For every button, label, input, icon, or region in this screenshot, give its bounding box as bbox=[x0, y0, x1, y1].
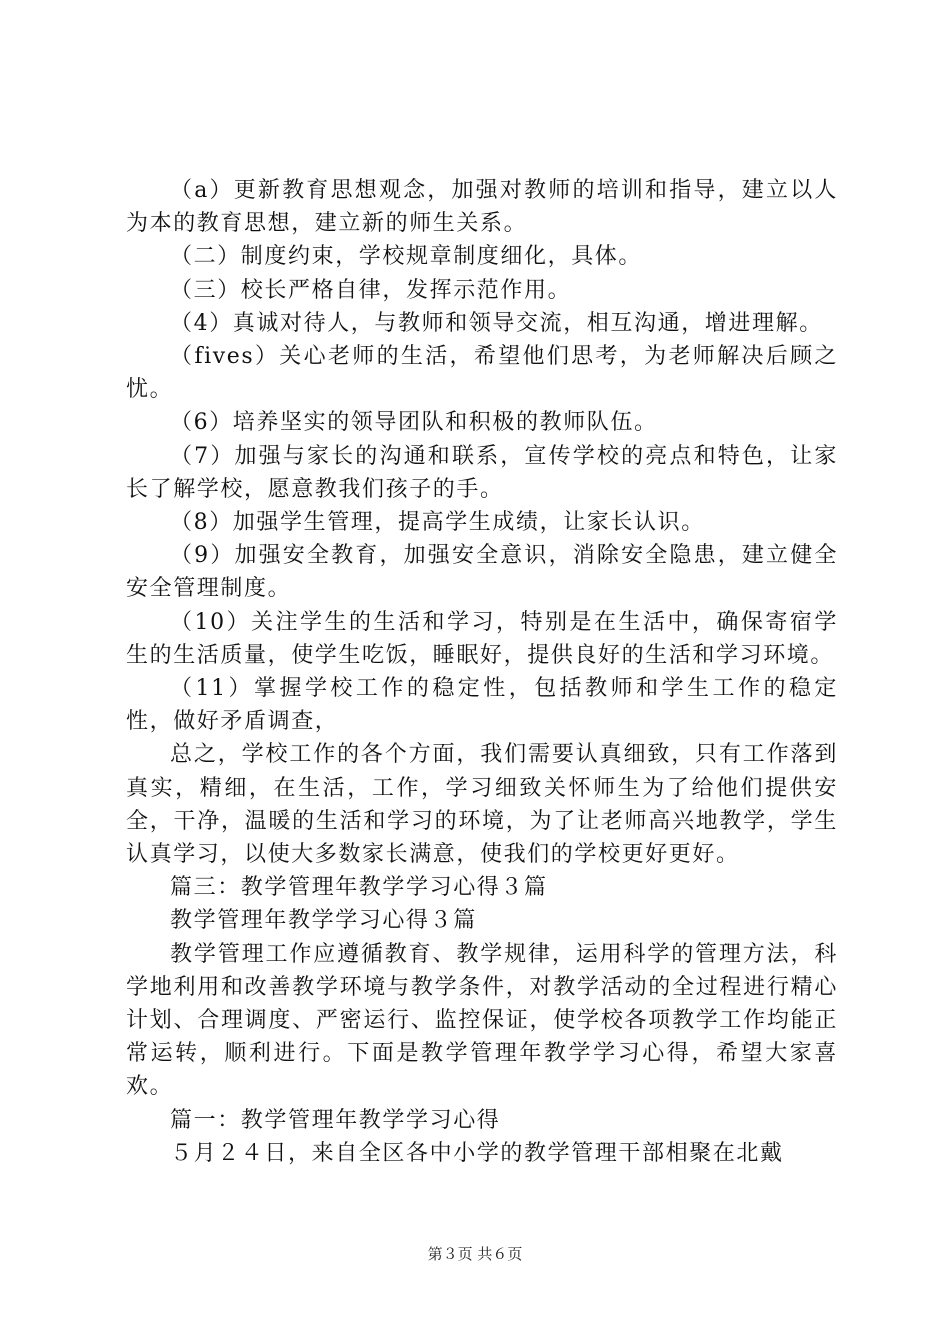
paragraph-intro: 教学管理工作应遵循教育、教学规律，运用科学的管理方法，科学地利用和改善教学环境与教学条件，对教学活动的全过程进行精心计划、合理调度、严密运行、监控保证，使学校各项教学工作均能正常运转，顺利进行。下面是教学管理年教学学习心得，希望大家喜欢。 bbox=[126, 941, 838, 1100]
paragraph-last: ５月２４日，来自全区各中小学的教学管理干部相聚在北戴 bbox=[170, 1140, 784, 1166]
paragraph-9: （9）加强安全教育，加强安全意识，消除安全隐患，建立健全安全管理制度。 bbox=[126, 543, 838, 602]
paragraph-8: （8）加强学生管理，提高学生成绩，让家长认识。 bbox=[170, 510, 705, 536]
paragraph-1: （a）更新教育思想观念，加强对教师的培训和指导，建立以人为本的教育思想，建立新的师生关系。 bbox=[126, 178, 838, 237]
paragraph-4: （4）真诚对待人，与教师和领导交流，相互沟通，增进理解。 bbox=[170, 310, 823, 336]
paragraph-11: （11）掌握学校工作的稳定性，包括教师和学生工作的稳定性，做好矛盾调查， bbox=[126, 676, 838, 735]
document-body bbox=[126, 174, 838, 1170]
section-heading: 篇三：教学管理年教学学习心得３篇 bbox=[170, 875, 548, 901]
paragraph-7: （7）加强与家长的沟通和联系，宣传学校的亮点和特色，让家长了解学校，愿意教我们孩子的手。 bbox=[126, 443, 838, 502]
paragraph-6: （6）培养坚实的领导团队和积极的教师队伍。 bbox=[170, 410, 658, 436]
paragraph-12: 总之，学校工作的各个方面，我们需要认真细致，只有工作落到真实，精细，在生活，工作，学习细致关怀师生为了给他们提供安全，干净，温暖的生活和学习的环境，为了让老师高兴地教学，学生认真学习，以使大多数家长满意，使我们的学校更好更好。 bbox=[126, 742, 838, 868]
paragraph-10: （10）关注学生的生活和学习，特别是在生活中，确保寄宿学生的生活质量，使学生吃饭，睡眠好，提供良好的生活和学习环境。 bbox=[126, 609, 838, 668]
page-number: 第３页 共６页 bbox=[427, 1245, 523, 1263]
article-title: 教学管理年教学学习心得３篇 bbox=[170, 908, 477, 934]
paragraph-3: （三）校长严格自律，发挥示范作用。 bbox=[170, 277, 572, 303]
subsection-heading: 篇一：教学管理年教学学习心得 bbox=[170, 1107, 501, 1133]
paragraph-5: （fives）关心老师的生活，希望他们思考，为老师解决后顾之忧。 bbox=[126, 344, 838, 403]
paragraph-2: （二）制度约束，学校规章制度细化，具体。 bbox=[170, 244, 643, 270]
